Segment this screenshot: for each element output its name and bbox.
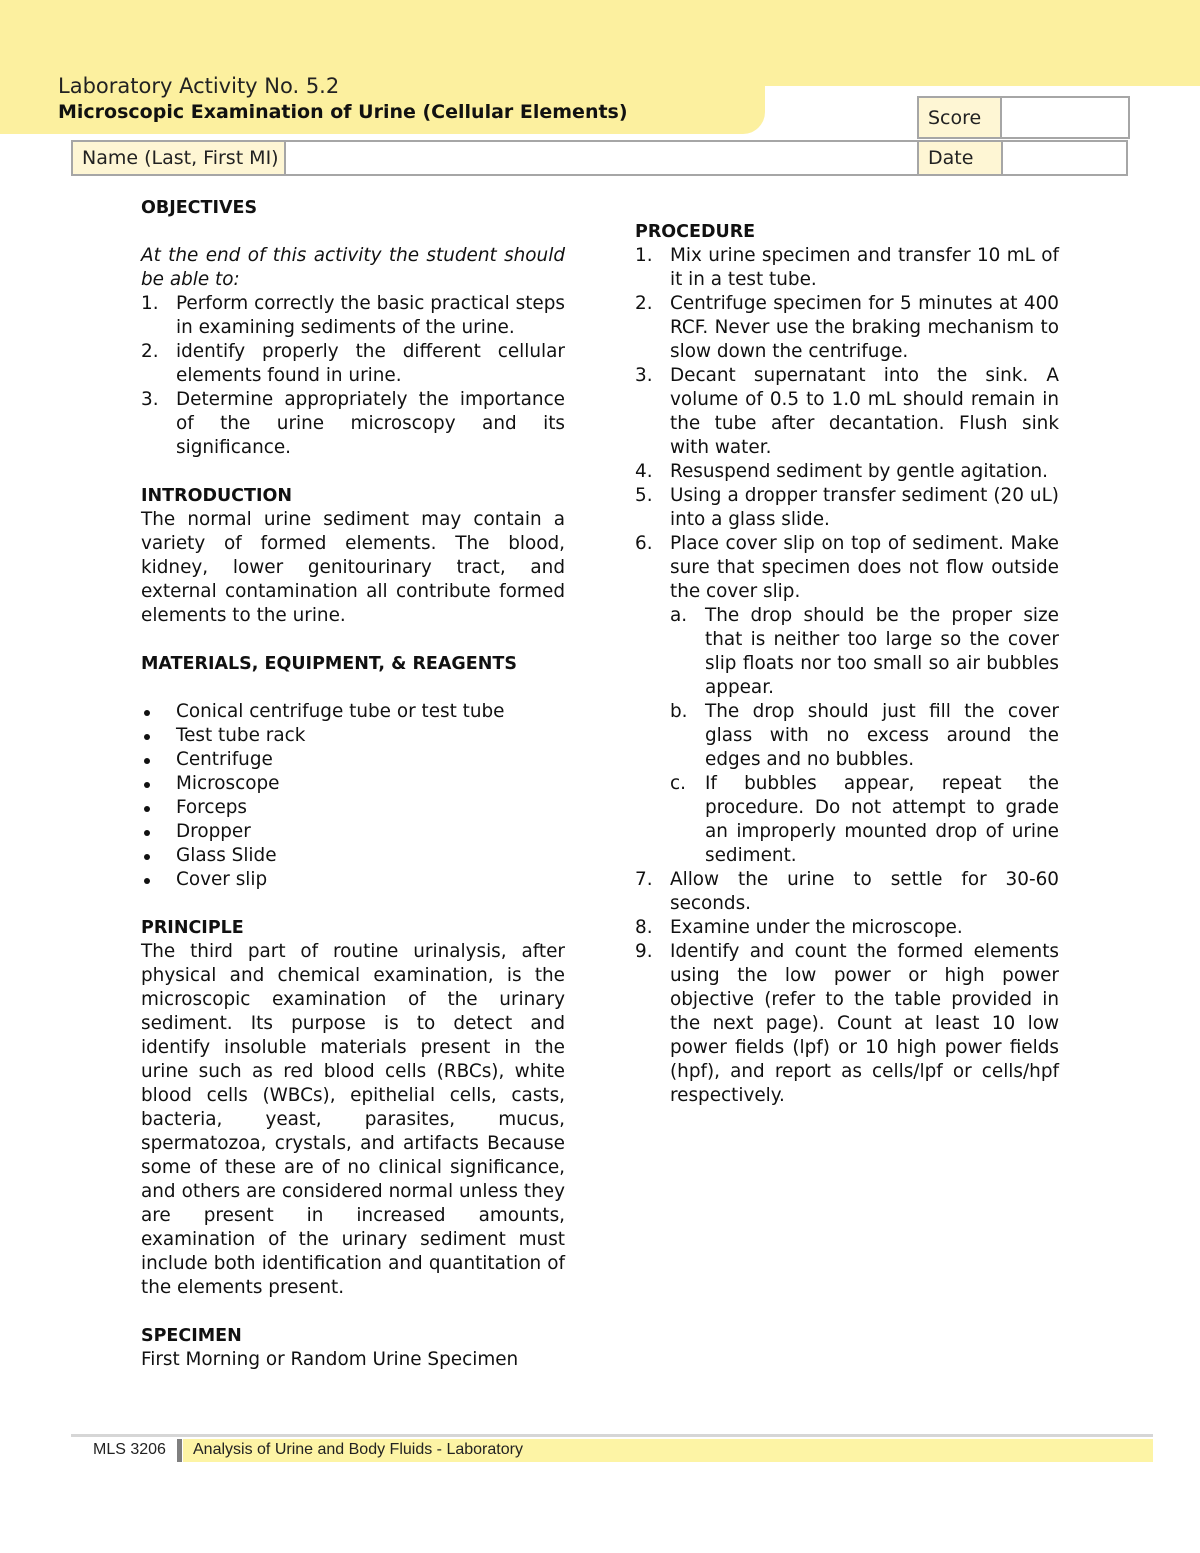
procedure-step: 5. Using a dropper transfer sediment (20 uL) into a glass slide.	[635, 485, 1059, 530]
date-field[interactable]	[1001, 140, 1128, 176]
introduction-heading: INTRODUCTION	[141, 486, 292, 506]
materials-heading: MATERIALS, EQUIPMENT, & REAGENTS	[141, 654, 517, 674]
objective-item: 1. Perform correctly the basic practical steps in examining sediments of the urine.	[141, 293, 565, 338]
material-item: Centrifuge	[141, 748, 565, 772]
objective-item: 3. Determine appropriately the importance of the urine microscopy and its significance.	[141, 389, 565, 458]
footer-separator	[177, 1439, 182, 1462]
specimen-text: First Morning or Random Urine Specimen	[141, 1349, 519, 1370]
date-label: Date	[917, 140, 1003, 176]
footer-course-code: MLS 3206	[93, 1441, 166, 1458]
procedure-list-continued	[635, 868, 1059, 1108]
procedure-step: 9. Identify and count the formed elements using the low power or high power objective (refer to the table provided in the next page). Count at least 10 low power fields (lpf) or 10 high power fields (hpf), and report as cells/lpf or cells/hpf respectively.	[635, 941, 1059, 1106]
procedure-step: 3. Decant supernatant into the sink. A volume of 0.5 to 1.0 mL should remain in the tube after decantation. Flush sink with water.	[635, 365, 1059, 458]
materials-list	[141, 700, 565, 892]
objectives-list	[141, 292, 565, 460]
objectives-heading: OBJECTIVES	[141, 198, 258, 218]
procedure-substep: c. If bubbles appear, repeat the procedure. Do not attempt to grade an improperly mounted drop of urine sediment.	[670, 773, 1059, 866]
procedure-step: 1. Mix urine specimen and transfer 10 mL of it in a test tube.	[635, 245, 1059, 290]
material-item: Microscope	[141, 772, 565, 796]
score-label: Score	[917, 96, 1002, 139]
objectives-intro: At the end of this activity the student should be able to:	[141, 245, 565, 290]
objective-item: 2. identify properly the different cellular elements found in urine.	[141, 341, 565, 386]
procedure-step: 8. Examine under the microscope.	[635, 917, 963, 938]
specimen-heading: SPECIMEN	[141, 1326, 242, 1346]
right-column	[635, 220, 1059, 1108]
score-field[interactable]	[1000, 96, 1130, 139]
procedure-substep: a. The drop should be the proper size that is neither too large so the cover slip floats nor too small so air bubbles appear.	[670, 605, 1059, 698]
name-label: Name (Last, First MI)	[71, 140, 286, 176]
procedure-list	[635, 244, 1059, 604]
principle-heading: PRINCIPLE	[141, 918, 244, 938]
material-item: Forceps	[141, 796, 565, 820]
procedure-step: 2. Centrifuge specimen for 5 minutes at 400 RCF. Never use the braking mechanism to slow down the centrifuge.	[635, 293, 1059, 362]
name-field[interactable]	[284, 140, 919, 176]
procedure-step: 6. Place cover slip on top of sediment. Make sure that specimen does not flow outside the cover slip.	[635, 533, 1059, 602]
activity-title: Microscopic Examination of Urine (Cellular Elements)	[58, 101, 628, 123]
material-item: Cover slip	[141, 868, 565, 892]
procedure-step: 7. Allow the urine to settle for 30-60 seconds.	[635, 869, 1059, 914]
introduction-text: The normal urine sediment may contain a variety of formed elements. The blood, kidney, lower genitourinary tract, and external contamination all contribute formed elements to the urine.	[141, 509, 565, 626]
footer-course-title: Analysis of Urine and Body Fluids - Laboratory	[193, 1441, 523, 1458]
material-item: Conical centrifuge tube or test tube	[141, 700, 565, 724]
procedure-heading: PROCEDURE	[635, 222, 756, 242]
principle-text: The third part of routine urinalysis, after physical and chemical examination, is the microscopic examination of the urinary sediment. Its purpose is to detect and identify insoluble materials present in the urine such as red blood cells (RBCs), white blood cells (WBCs), epithelial cells, casts, bacteria, yeast, parasites, mucus, spermatozoa, crystals, and artifacts Because some of these are of no clinical significance, and others are considered normal unless they are present in increased amounts, examination of the urinary sediment must include both identification and quantitation of the elements present.	[141, 941, 565, 1298]
procedure-substep: b. The drop should just fill the cover glass with no excess around the edges and no bubbles.	[670, 701, 1059, 770]
procedure-substeps	[670, 604, 1059, 868]
activity-number: Laboratory Activity No. 5.2	[58, 74, 340, 98]
material-item: Test tube rack	[141, 724, 565, 748]
procedure-step: 4. Resuspend sediment by gentle agitation.	[635, 461, 1049, 482]
material-item: Glass Slide	[141, 844, 565, 868]
material-item: Dropper	[141, 820, 565, 844]
footer-rule	[71, 1434, 1153, 1437]
left-column	[141, 196, 565, 1372]
